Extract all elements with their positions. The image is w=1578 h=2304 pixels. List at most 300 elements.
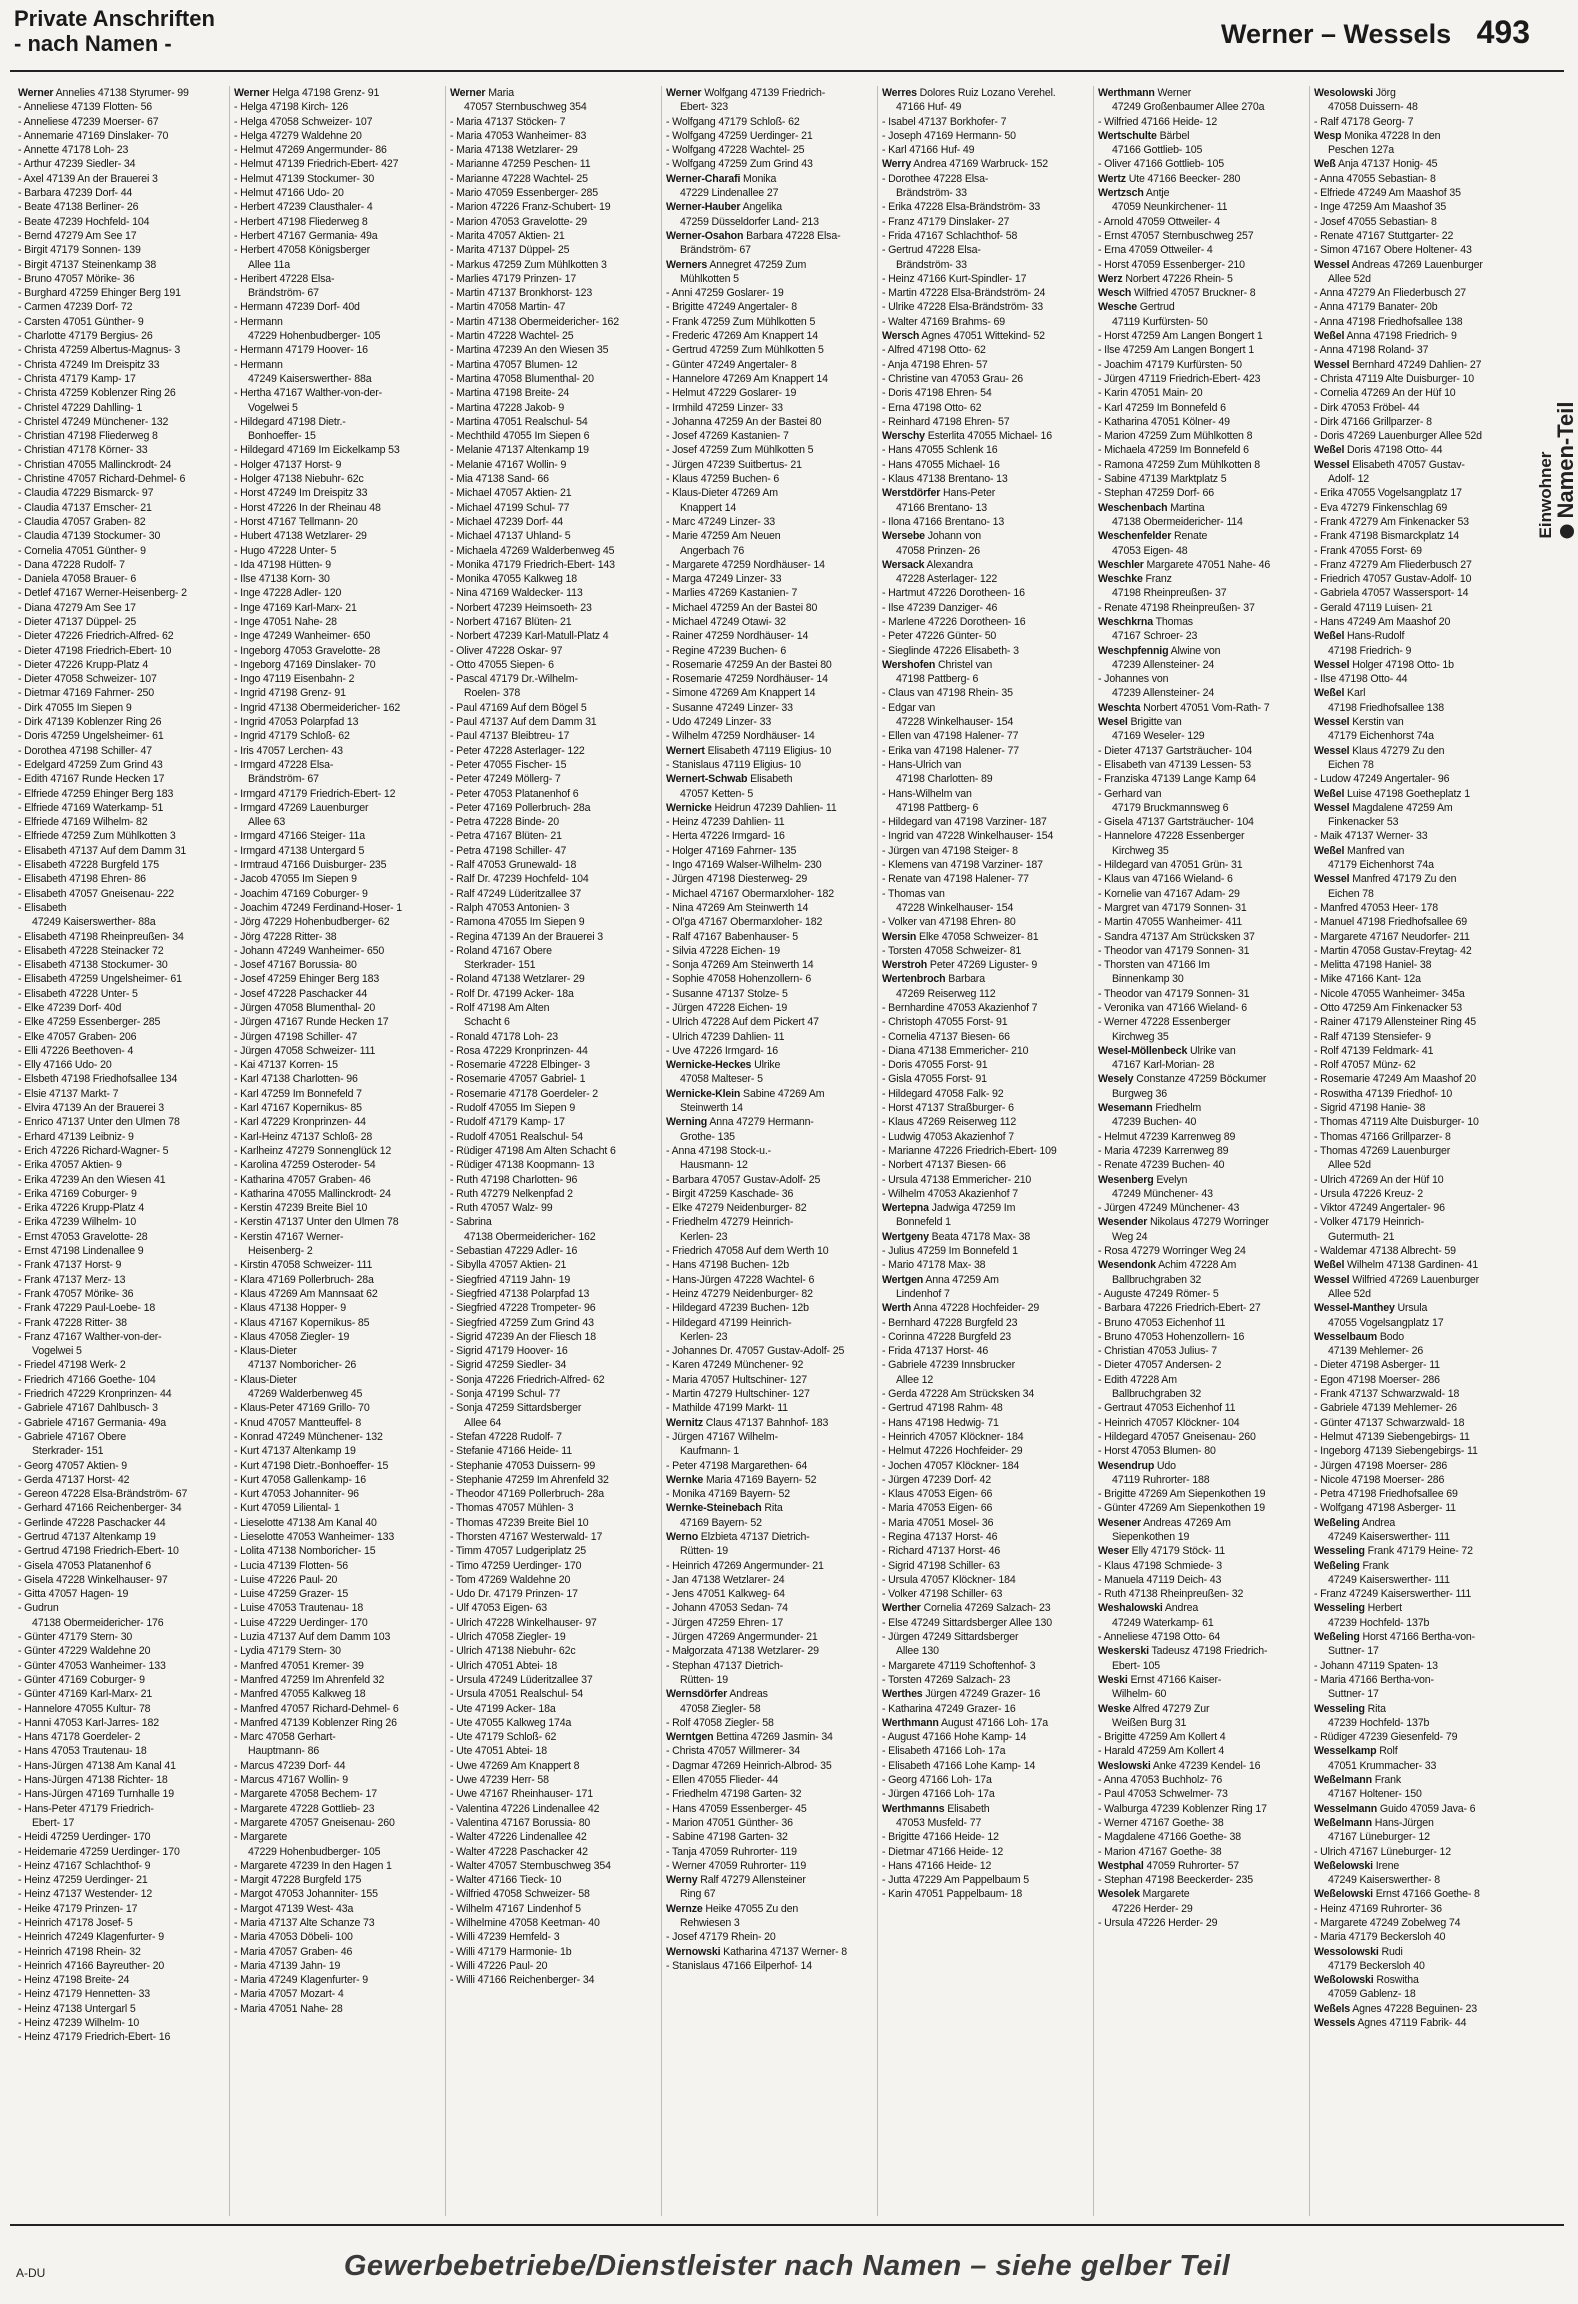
directory-entry: - Lolita 47138 Nomboricher- 15 bbox=[234, 1545, 376, 1558]
directory-entry: - Margarete 47167 Neudorfer- 211 bbox=[1314, 930, 1470, 943]
directory-entry: Werres Dolores Ruiz Lozano Verehel. bbox=[882, 87, 1056, 99]
directory-entry: - Maria 47057 Hultschiner- 127 bbox=[666, 1373, 807, 1386]
page-range-header bbox=[1221, 14, 1530, 51]
directory-entry: - Herbert 47058 Königsberger bbox=[234, 244, 370, 257]
directory-entry: - Horst 47226 In der Rheinau 48 bbox=[234, 501, 381, 514]
directory-entry: - Monika 47179 Friedrich-Ebert- 143 bbox=[450, 558, 615, 571]
directory-entry: Wessel Wilfried 47269 Lauenburger bbox=[1314, 1273, 1480, 1286]
directory-entry: - Ute 47051 Abtei- 18 bbox=[450, 1745, 547, 1758]
directory-entry: - Otto 47055 Siepen- 6 bbox=[450, 658, 554, 671]
directory-entry: - Werner 47059 Ruhrorter- 119 bbox=[666, 1859, 807, 1872]
directory-entry: - Ralf 47053 Grunewald- 18 bbox=[450, 859, 577, 872]
directory-entry: - Petra 47228 Binde- 20 bbox=[450, 816, 560, 829]
directory-entry: Wertschulte Bärbel bbox=[1098, 129, 1190, 142]
directory-entry: - Kurt 47058 Gallenkamp- 16 bbox=[234, 1473, 366, 1486]
directory-entry: Peschen 127a bbox=[1328, 144, 1394, 157]
directory-entry: - Jörg 47229 Hohenbudberger- 62 bbox=[234, 916, 390, 929]
directory-entry: Weser Elly 47179 Stöck- 11 bbox=[1098, 1545, 1226, 1558]
directory-entry: - Margarete 47249 Zobelweg 74 bbox=[1314, 1917, 1461, 1929]
directory-entry: - Helga 47058 Schweizer- 107 bbox=[234, 115, 373, 128]
directory-entry: - Hans 47055 Schlenk 16 bbox=[882, 444, 998, 457]
directory-entry: - Franz 47179 Dinslaker- 27 bbox=[882, 215, 1010, 228]
directory-entry: - Ursula 47226 Herder- 29 bbox=[1098, 1917, 1218, 1929]
directory-entry: Weßelowski Irene bbox=[1314, 1859, 1400, 1872]
directory-entry: - Horst 47053 Blumen- 80 bbox=[1098, 1445, 1216, 1458]
directory-entry: - Heinz 47239 Wilhelm- 10 bbox=[18, 2017, 140, 2030]
directory-entry: - Maria 47179 Beckersloh 40 bbox=[1314, 1931, 1446, 1944]
directory-entry: - Kurt 47137 Altenkamp 19 bbox=[234, 1445, 356, 1458]
directory-entry: - Luise 47053 Trautenau- 18 bbox=[234, 1602, 364, 1615]
directory-entry: - Bernhard 47228 Burgfeld 23 bbox=[882, 1316, 1018, 1329]
directory-entry: - Iris 47057 Lerchen- 43 bbox=[234, 744, 343, 757]
directory-entry: - Josef 47055 Sebastian- 8 bbox=[1314, 215, 1437, 228]
directory-entry: Wertz Ute 47166 Beecker- 280 bbox=[1098, 172, 1241, 185]
directory-entry: - Bernhardine 47053 Akazienhof 7 bbox=[882, 1002, 1038, 1014]
directory-entry: Weslowski Anke 47239 Kendel- 16 bbox=[1098, 1759, 1261, 1772]
directory-entry: Wesseling Frank 47179 Heine- 72 bbox=[1314, 1545, 1473, 1558]
directory-entry: - Frank 47259 Zum Mühlkotten 5 bbox=[666, 315, 816, 328]
directory-entry: - Heinz 47179 Friedrich-Ebert- 16 bbox=[18, 2031, 171, 2044]
directory-entry: - Marita 47057 Aktien- 21 bbox=[450, 229, 565, 242]
directory-entry: Wersch Agnes 47051 Wittekind- 52 bbox=[882, 330, 1045, 343]
directory-entry: Weßels Agnes 47228 Beguinen- 23 bbox=[1314, 2002, 1478, 2015]
directory-entry: - Martin 47228 Elsa-Brändström- 24 bbox=[882, 287, 1046, 300]
directory-entry: - Lucia 47139 Flotten- 56 bbox=[234, 1559, 349, 1572]
directory-entry: - Sabine 47139 Marktplatz 5 bbox=[1098, 473, 1227, 486]
directory-entry: - Inge 47169 Karl-Marx- 21 bbox=[234, 601, 357, 614]
directory-entry: - Jürgen 47239 Dorf- 42 bbox=[882, 1473, 992, 1486]
directory-entry: Wessel Andreas 47269 Lauenburger bbox=[1314, 258, 1483, 271]
directory-entry: - Wilhelm 47053 Akazienhof 7 bbox=[882, 1187, 1018, 1200]
directory-entry: 47119 Ruhrorter- 188 bbox=[1112, 1473, 1210, 1486]
directory-entry: - Sandra 47137 Am Strücksken 37 bbox=[1098, 930, 1255, 943]
directory-entry: 47059 Neunkirchener- 11 bbox=[1112, 201, 1228, 214]
directory-entry: - Renate 47198 Rheinpreußen- 37 bbox=[1098, 601, 1255, 614]
directory-entry: - Hans-Jürgen 47138 Richter- 18 bbox=[18, 1774, 168, 1787]
directory-entry: Wernze Heike 47055 Zu den bbox=[666, 1902, 799, 1915]
directory-entry: - Erich 47226 Richard-Wagner- 5 bbox=[18, 1144, 169, 1157]
directory-entry: Weßel Anna 47198 Friedrich- 9 bbox=[1314, 330, 1457, 343]
directory-entry: - Theodor van 47179 Sonnen- 31 bbox=[1098, 987, 1250, 1000]
directory-entry: - Ingo 47119 Eisenbahn- 2 bbox=[234, 673, 355, 686]
directory-entry: - Hermann 47239 Dorf- 40d bbox=[234, 301, 360, 314]
directory-entry: - Stefan 47228 Rudolf- 7 bbox=[450, 1430, 562, 1443]
directory-entry: - Frank 47228 Ritter- 38 bbox=[18, 1316, 127, 1329]
directory-entry: - Rosemarie 47178 Goerdeler- 2 bbox=[450, 1087, 599, 1100]
directory-entry: Weßeling Frank bbox=[1314, 1559, 1389, 1572]
directory-entry: Wernicke-Klein Sabine 47269 Am bbox=[666, 1087, 825, 1100]
directory-column bbox=[14, 86, 230, 2216]
directory-entry: - Ol'ga 47167 Obermarxloher- 182 bbox=[666, 916, 823, 929]
directory-entry: - Bruno 47057 Mörike- 36 bbox=[18, 272, 135, 285]
directory-entry: Werstdörfer Hans-Peter bbox=[882, 487, 996, 500]
directory-entry: - Friedrich 47057 Gustav-Adolf- 10 bbox=[1314, 573, 1472, 586]
directory-entry: Wertgen Anna 47259 Am bbox=[882, 1273, 999, 1286]
directory-entry: - Hans 47055 Michael- 16 bbox=[882, 458, 1000, 471]
directory-entry: - Thomas 47239 Breite Biel 10 bbox=[450, 1516, 589, 1529]
directory-entry: 47239 Allensteiner- 24 bbox=[1112, 687, 1215, 700]
directory-entry: - Maria 47166 Bertha-von- bbox=[1314, 1673, 1434, 1686]
directory-entry: - Frank 47137 Merz- 13 bbox=[18, 1273, 126, 1286]
directory-entry: - Kerstin 47137 Unter den Ulmen 78 bbox=[234, 1216, 399, 1229]
directory-entry: Wershofen Christel van bbox=[882, 658, 993, 671]
directory-entry: Allee 52d bbox=[1328, 272, 1371, 285]
directory-entry: - Petra 47198 Schiller- 47 bbox=[450, 844, 567, 857]
directory-entry: - Margarete 47058 Bechem- 17 bbox=[234, 1788, 378, 1801]
directory-entry: Brändström- 67 bbox=[248, 773, 319, 786]
directory-entry: Schacht 6 bbox=[464, 1016, 510, 1029]
directory-entry: - Hans 47178 Goerdeler- 2 bbox=[18, 1731, 141, 1744]
directory-entry: 47239 Allensteiner- 24 bbox=[1112, 658, 1215, 671]
directory-entry: Werner Helga 47198 Grenz- 91 bbox=[234, 87, 380, 99]
directory-entry: - Ingo 47169 Walser-Wilhelm- 230 bbox=[666, 859, 822, 872]
directory-entry: Werz Norbert 47226 Rhein- 5 bbox=[1098, 272, 1233, 285]
directory-entry: - Gerlinde 47228 Paschacker 44 bbox=[18, 1516, 166, 1529]
directory-entry: - Dirk 47166 Grillparzer- 8 bbox=[1314, 415, 1432, 428]
directory-entry: - Marlies 47269 Kastanien- 7 bbox=[666, 587, 798, 600]
directory-entry: - Torsten 47058 Schweizer- 81 bbox=[882, 944, 1022, 957]
directory-entry: Wesel-Möllenbeck Ulrike van bbox=[1098, 1044, 1236, 1057]
directory-entry: - Julius 47259 Im Bonnefeld 1 bbox=[882, 1245, 1018, 1258]
directory-entry: - Martin 47058 Martin- 47 bbox=[450, 301, 566, 314]
directory-entry: - Jürgen 47198 Moerser- 286 bbox=[1314, 1459, 1448, 1472]
directory-entry: - Ilse 47259 Am Langen Bongert 1 bbox=[1098, 344, 1254, 357]
section-title bbox=[14, 6, 215, 56]
directory-entry: - Maria 47053 Döbeli- 100 bbox=[234, 1931, 353, 1944]
directory-entry: - Katharina 47249 Grazer- 16 bbox=[882, 1702, 1016, 1715]
directory-entry: - Nina 47169 Waldecker- 113 bbox=[450, 587, 583, 600]
directory-entry: - Annemarie 47169 Dinslaker- 70 bbox=[18, 129, 169, 142]
directory-entry: - Siegfried 47119 Jahn- 19 bbox=[450, 1273, 571, 1286]
directory-entry: 47269 Walderbenweg 45 bbox=[248, 1388, 363, 1401]
directory-entry: - Theodor van 47179 Sonnen- 31 bbox=[1098, 944, 1250, 957]
directory-entry: - Auguste 47249 Römer- 5 bbox=[1098, 1287, 1219, 1300]
directory-entry: Ballbruchgraben 32 bbox=[1112, 1273, 1202, 1286]
directory-entry: Wesche Gertrud bbox=[1098, 301, 1175, 314]
directory-entry: Wernicke Heidrun 47239 Dahlien- 11 bbox=[666, 801, 837, 814]
directory-entry: - Heinrich 47057 Klöckner- 184 bbox=[882, 1430, 1024, 1443]
directory-entry: - Irmgard 47138 Untergard 5 bbox=[234, 844, 365, 857]
directory-entry: - Magdalene 47166 Goethe- 38 bbox=[1098, 1831, 1242, 1844]
directory-entry: - Ulrike 47228 Elsa-Brändström- 33 bbox=[882, 301, 1043, 314]
directory-entry: - Karl-Heinz 47137 Schloß- 28 bbox=[234, 1130, 373, 1143]
directory-entry: - Sophie 47058 Hohenzollern- 6 bbox=[666, 973, 812, 986]
directory-entry: Wesenberg Evelyn bbox=[1098, 1173, 1188, 1186]
directory-entry: Weßeling Andrea bbox=[1314, 1516, 1396, 1529]
directory-entry: Weß Anja 47137 Honig- 45 bbox=[1314, 158, 1438, 171]
directory-entry: - Bernd 47279 Am See 17 bbox=[18, 229, 137, 242]
directory-entry: - Friedhelm 47279 Heinrich- bbox=[666, 1216, 794, 1229]
directory-entry: - Holger 47137 Horst- 9 bbox=[234, 458, 342, 471]
directory-entry: 47249 Waterkamp- 61 bbox=[1112, 1616, 1214, 1629]
directory-entry: - Nicole 47055 Wanheimer- 345a bbox=[1314, 987, 1465, 1000]
directory-entry: - Beate 47138 Berliner- 26 bbox=[18, 201, 139, 214]
directory-entry: - Maria 47138 Wetzlarer- 29 bbox=[450, 144, 578, 157]
directory-entry: - Renate 47167 Stuttgarter- 22 bbox=[1314, 229, 1454, 242]
directory-entry: - Ingeborg 47053 Gravelotte- 28 bbox=[234, 644, 381, 657]
directory-entry: - Ingeborg 47169 Dinslaker- 70 bbox=[234, 658, 376, 671]
directory-entry: - Margit 47228 Burgfeld 175 bbox=[234, 1874, 362, 1887]
directory-entry: Wertenbroch Barbara bbox=[882, 973, 985, 986]
directory-entry: - Gabriele 47167 Obere bbox=[18, 1430, 127, 1443]
directory-entry: - Sigrid 47198 Hanie- 38 bbox=[1314, 1102, 1426, 1115]
directory-entry: - Pascal 47179 Dr.-Wilhelm- bbox=[450, 673, 578, 686]
directory-entry: - Maria 47051 Mosel- 36 bbox=[882, 1516, 994, 1529]
directory-entry: - Michael 47249 Otawi- 32 bbox=[666, 615, 786, 628]
directory-entry: - Gabriele 47139 Mehlemer- 26 bbox=[1314, 1402, 1457, 1415]
directory-entry: - Elisabeth 47057 Gneisenau- 222 bbox=[18, 887, 174, 900]
directory-entry: - Inge 47249 Wanheimer- 650 bbox=[234, 630, 371, 643]
directory-entry: 47269 Reiserweg 112 bbox=[896, 987, 996, 1000]
directory-entry: - Marita 47137 Düppel- 25 bbox=[450, 244, 570, 257]
directory-entry: - Gisela 47228 Winkelhauser- 97 bbox=[18, 1573, 168, 1586]
directory-entry: Weßel Manfred van bbox=[1314, 844, 1405, 857]
directory-entry: - Christel 47249 Münchener- 132 bbox=[18, 415, 169, 428]
directory-entry: - Enrico 47137 Unter den Ulmen 78 bbox=[18, 1116, 180, 1129]
directory-entry: Brändström- 67 bbox=[680, 244, 751, 257]
directory-entry: - Margarete bbox=[234, 1831, 288, 1844]
directory-entry: - Frank 47198 Bismarckplatz 14 bbox=[1314, 530, 1460, 543]
directory-entry: - Hans 47053 Trautenau- 18 bbox=[18, 1745, 147, 1758]
directory-entry: - Anja 47198 Ehren- 57 bbox=[882, 358, 988, 371]
directory-entry: 47229 Hohenbudberger- 105 bbox=[248, 330, 381, 343]
directory-entry: - Rosa 47279 Worringer Weg 24 bbox=[1098, 1245, 1246, 1258]
directory-entry: - Ida 47198 Hütten- 9 bbox=[234, 558, 331, 571]
directory-entry: Werthes Jürgen 47249 Grazer- 16 bbox=[882, 1688, 1041, 1701]
directory-entry: Wernowski Katharina 47137 Werner- 8 bbox=[666, 1945, 848, 1958]
directory-entry: 47228 Asterlager- 122 bbox=[896, 573, 998, 586]
directory-entry: - Rolf Dr. 47199 Acker- 18a bbox=[450, 987, 574, 1000]
directory-entry: - Frank 47137 Horst- 9 bbox=[18, 1259, 122, 1272]
directory-entry: - Katharina 47055 Mallinckrodt- 24 bbox=[234, 1187, 391, 1200]
directory-entry: 47239 Hochfeld- 137b bbox=[1328, 1716, 1430, 1729]
directory-entry: - Kerstin 47167 Werner- bbox=[234, 1230, 344, 1243]
directory-entry: - Dirk 47055 Im Siepen 9 bbox=[18, 701, 132, 714]
directory-entry: Werntgen Bettina 47269 Jasmin- 34 bbox=[666, 1731, 833, 1744]
directory-entry: - Ulrich 47228 Auf dem Pickert 47 bbox=[666, 1016, 819, 1029]
directory-entry: - Johann 47053 Sedan- 74 bbox=[666, 1602, 788, 1615]
name-range: Werner – Wessels bbox=[1220, 19, 1452, 49]
directory-entry: - Frederic 47269 Am Knappert 14 bbox=[666, 330, 818, 343]
directory-entry: - Michael 47259 An der Bastei 80 bbox=[666, 601, 818, 614]
directory-entry: - Ingrid 47053 Polarpfad 13 bbox=[234, 716, 359, 729]
directory-entry: - Brigitte 47269 Am Siepenkothen 19 bbox=[1098, 1488, 1266, 1501]
directory-entry: - Monika 47055 Kalkweg 18 bbox=[450, 573, 577, 586]
directory-entry: - Karolina 47259 Osteroder- 54 bbox=[234, 1159, 376, 1172]
directory-entry: Werno Elzbieta 47137 Dietrich- bbox=[666, 1530, 810, 1543]
directory-entry: 47166 Gottlieb- 105 bbox=[1112, 144, 1203, 157]
directory-entry: - Lieselotte 47138 Am Kanal 40 bbox=[234, 1516, 377, 1529]
directory-entry: - Elli 47226 Beethoven- 4 bbox=[18, 1044, 134, 1057]
directory-entry: - Gerhard van bbox=[1098, 787, 1162, 800]
directory-entry: Weißen Burg 31 bbox=[1112, 1716, 1187, 1729]
directory-entry: Gutermuth- 21 bbox=[1328, 1230, 1395, 1243]
directory-entry: Binnenkamp 30 bbox=[1112, 973, 1184, 986]
directory-entry: - Heinrich 47178 Josef- 5 bbox=[18, 1917, 133, 1929]
directory-entry: 47167 Lüneburger- 12 bbox=[1328, 1831, 1430, 1844]
directory-entry: - Gertrud 47137 Altenkamp 19 bbox=[18, 1530, 156, 1543]
directory-entry: - Claudia 47137 Emscher- 21 bbox=[18, 501, 152, 514]
directory-entry: - Claudia 47139 Stockumer- 30 bbox=[18, 530, 161, 543]
section-title-line2: - nach Namen - bbox=[14, 31, 172, 56]
directory-entry: - Ursula 47057 Klöckner- 184 bbox=[882, 1573, 1016, 1586]
directory-entry: - Ellen 47055 Flieder- 44 bbox=[666, 1774, 779, 1787]
directory-entry: 47198 Charlotten- 89 bbox=[896, 773, 993, 786]
directory-entry: - Willi 47179 Harmonie- 1b bbox=[450, 1945, 572, 1958]
directory-entry: - Manfred 47057 Richard-Dehmel- 6 bbox=[234, 1702, 399, 1715]
directory-entry: - Doris 47198 Ehren- 54 bbox=[882, 387, 992, 400]
directory-entry: - Jürgen 47249 Sittardsberger bbox=[882, 1631, 1019, 1644]
directory-column bbox=[878, 86, 1094, 2216]
directory-entry: - Michaela 47269 Walderbenweg 45 bbox=[450, 544, 615, 557]
directory-entry: - Friedrich 47229 Kronprinzen- 44 bbox=[18, 1388, 172, 1401]
directory-entry: - Ulrich 47228 Winkelhauser- 97 bbox=[450, 1616, 597, 1629]
directory-entry: - Josef 47269 Kastanien- 7 bbox=[666, 430, 789, 443]
directory-entry: Ebert- 323 bbox=[680, 101, 728, 114]
directory-entry: - Erna 47198 Otto- 62 bbox=[882, 401, 982, 414]
directory-entry: 47166 Brentano- 13 bbox=[896, 501, 987, 514]
directory-entry: - Margarete 47239 In den Hagen 1 bbox=[234, 1859, 392, 1872]
directory-entry: - Ilse 47198 Otto- 44 bbox=[1314, 673, 1408, 686]
directory-entry: - Elisabeth 47166 Lohe Kamp- 14 bbox=[882, 1759, 1036, 1772]
directory-entry: - Brigitte 47259 Am Kollert 4 bbox=[1098, 1731, 1226, 1744]
directory-entry: Wessel Holger 47198 Otto- 1b bbox=[1314, 658, 1454, 671]
directory-entry: - Klaus-Dieter 47269 Am bbox=[666, 487, 778, 500]
directory-entry: Hauptmann- 86 bbox=[248, 1745, 320, 1758]
directory-entry: - Christine van 47053 Grau- 26 bbox=[882, 372, 1023, 385]
directory-entry: - Heribert 47228 Elsa- bbox=[234, 272, 335, 285]
directory-entry: - Frank 47057 Mörike- 36 bbox=[18, 1287, 134, 1300]
directory-column bbox=[1094, 86, 1310, 2216]
side-tab-line1: Einwohner bbox=[1536, 451, 1555, 539]
directory-entry: - Heinrich 47166 Bayreuther- 20 bbox=[18, 1959, 165, 1972]
directory-entry: - Martin 47138 Obermeidericher- 162 bbox=[450, 315, 620, 328]
directory-entry: - Erhard 47139 Leibniz- 9 bbox=[18, 1130, 134, 1143]
directory-entry: - Irmgard 47228 Elsa- bbox=[234, 758, 334, 771]
directory-entry: - Brigitte 47166 Heide- 12 bbox=[882, 1831, 999, 1844]
directory-entry: - Sabine 47198 Garten- 32 bbox=[666, 1831, 788, 1844]
directory-entry: - Jürgen 47228 Eichen- 19 bbox=[666, 1002, 788, 1014]
directory-entry: - Dietmar 47166 Heide- 12 bbox=[882, 1845, 1004, 1858]
directory-entry: Bonnefeld 1 bbox=[896, 1216, 951, 1229]
directory-entry: - Horst 47249 Im Dreispitz 33 bbox=[234, 487, 368, 500]
directory-entry: - Christa 47259 Albertus-Magnus- 3 bbox=[18, 344, 181, 357]
directory-column bbox=[446, 86, 662, 2216]
directory-entry: 47259 Düsseldorfer Land- 213 bbox=[680, 215, 819, 228]
directory-entry: - Dorothea 47198 Schiller- 47 bbox=[18, 744, 153, 757]
directory-entry: - Karlheinz 47279 Sonnenglück 12 bbox=[234, 1144, 392, 1157]
directory-entry: - Ruth 47279 Nelkenpfad 2 bbox=[450, 1187, 573, 1200]
directory-entry: - Ulf 47053 Eigen- 63 bbox=[450, 1602, 547, 1615]
directory-entry: - Mario 47178 Max- 38 bbox=[882, 1259, 986, 1272]
directory-entry: - Hildegard van 47051 Grün- 31 bbox=[1098, 859, 1243, 872]
directory-entry: Wesely Constanze 47259 Böckumer bbox=[1098, 1073, 1267, 1086]
directory-entry: - Dirk 47053 Fröbel- 44 bbox=[1314, 401, 1420, 414]
directory-entry: 47167 Karl-Morian- 28 bbox=[1112, 1059, 1215, 1072]
directory-entry: - Franz 47167 Walther-von-der- bbox=[18, 1330, 162, 1343]
directory-entry: Wesselmann Guido 47059 Java- 6 bbox=[1314, 1802, 1476, 1815]
directory-entry: - Marc 47249 Linzer- 33 bbox=[666, 515, 776, 528]
directory-entry: - Hermann bbox=[234, 315, 283, 328]
directory-entry: - Rosa 47229 Kronprinzen- 44 bbox=[450, 1044, 588, 1057]
directory-entry: - Manfred 47259 Im Ahrenfeld 32 bbox=[234, 1673, 385, 1686]
directory-entry: - Gertrud 47259 Zum Mühlkotten 5 bbox=[666, 344, 824, 357]
directory-entry: - Inge 47259 Am Maashof 35 bbox=[1314, 201, 1447, 214]
directory-entry: - Karl 47138 Charlotten- 96 bbox=[234, 1073, 358, 1086]
directory-entry: - Manfred 47051 Kremer- 39 bbox=[234, 1659, 364, 1672]
directory-entry: Brändström- 67 bbox=[248, 287, 319, 300]
directory-entry: - Wolfgang 47228 Wachtel- 25 bbox=[666, 144, 805, 157]
directory-entry: - Volker 47179 Heinrich- bbox=[1314, 1216, 1425, 1229]
directory-entry: - Holger 47138 Niebuhr- 62c bbox=[234, 473, 364, 486]
directory-entry: - Jürgen 47058 Blumenthal- 20 bbox=[234, 1002, 376, 1014]
directory-entry: - Kirstin 47058 Schweizer- 111 bbox=[234, 1259, 373, 1272]
directory-entry: - Karl 47259 Im Bonnefeld 6 bbox=[1098, 401, 1226, 414]
directory-entry: - Ronald 47178 Loh- 23 bbox=[450, 1030, 559, 1043]
directory-entry: - Elke 47239 Dorf- 40d bbox=[18, 1002, 122, 1014]
directory-entry: Wernicke-Heckes Ulrike bbox=[666, 1059, 781, 1072]
directory-entry: - Martin 47137 Bronkhorst- 123 bbox=[450, 287, 593, 300]
directory-entry: - Gerda 47228 Am Strücksken 34 bbox=[882, 1388, 1035, 1401]
directory-entry: - Jutta 47229 Am Pappelbaum 5 bbox=[882, 1874, 1030, 1887]
directory-entry: Siepenkothen 19 bbox=[1112, 1530, 1190, 1543]
directory-entry: 47239 Buchen- 40 bbox=[1112, 1116, 1197, 1129]
directory-entry: - Cornelia 47269 An der Hüf 10 bbox=[1314, 387, 1456, 400]
directory-entry: - Petra 47167 Blüten- 21 bbox=[450, 830, 562, 843]
directory-entry: 47198 Friedhofsallee 138 bbox=[1328, 701, 1444, 714]
directory-entry: - Marga 47249 Linzer- 33 bbox=[666, 573, 782, 586]
directory-entry: - Dietmar 47169 Fahrner- 250 bbox=[18, 687, 154, 700]
directory-entry: - Ingrid 47179 Schloß- 62 bbox=[234, 730, 350, 743]
directory-entry: - Melanie 47167 Wollin- 9 bbox=[450, 458, 567, 471]
directory-entry: Wesendrup Udo bbox=[1098, 1459, 1176, 1472]
directory-entry: - Margarete 47119 Schoftenhof- 3 bbox=[882, 1659, 1036, 1672]
directory-entry: - Jürgen 47119 Friedrich-Ebert- 423 bbox=[1098, 372, 1261, 385]
directory-entry: - Sonja 47269 Am Steinwerth 14 bbox=[666, 959, 814, 972]
directory-entry: - Udo 47249 Linzer- 33 bbox=[666, 716, 772, 729]
directory-entry: - Luise 47226 Paul- 20 bbox=[234, 1573, 338, 1586]
directory-entry: Werry Andrea 47169 Warbruck- 152 bbox=[882, 158, 1048, 171]
directory-entry: 47166 Huf- 49 bbox=[896, 101, 962, 114]
directory-entry: - Ulrich 47138 Niebuhr- 62c bbox=[450, 1645, 576, 1658]
directory-entry: - Luise 47259 Grazer- 15 bbox=[234, 1588, 349, 1601]
directory-entry: - Michael 47137 Uhland- 5 bbox=[450, 530, 571, 543]
directory-entry: - Friedel 47198 Werk- 2 bbox=[18, 1359, 126, 1372]
directory-entry: 47249 Kaiserswerther- 88a bbox=[248, 372, 372, 385]
directory-entry: - Ellen van 47198 Halener- 77 bbox=[882, 730, 1019, 743]
directory-entry: - Siegfried 47228 Trompeter- 96 bbox=[450, 1302, 596, 1315]
directory-entry: - Frank 47137 Schwarzwald- 18 bbox=[1314, 1388, 1460, 1401]
directory-entry: Werners Annegret 47259 Zum bbox=[666, 258, 807, 271]
directory-entry: - Jürgen 47166 Loh- 17a bbox=[882, 1788, 995, 1801]
directory-column bbox=[230, 86, 446, 2216]
directory-entry: Wersack Alexandra bbox=[882, 558, 973, 571]
directory-entry: - Jörg 47228 Ritter- 38 bbox=[234, 930, 337, 943]
directory-entry: - Elke 47279 Neidenburger- 82 bbox=[666, 1202, 807, 1215]
directory-entry: Weschkrna Thomas bbox=[1098, 615, 1193, 628]
directory-entry: - Axel 47139 An der Brauerei 3 bbox=[18, 172, 158, 185]
directory-entry: - Arnold 47059 Ottweiler- 4 bbox=[1098, 215, 1220, 228]
directory-entry: - Carsten 47051 Günther- 9 bbox=[18, 315, 144, 328]
directory-entry: - Richard 47137 Horst- 46 bbox=[882, 1545, 1001, 1558]
directory-entry: - Manuela 47119 Deich- 43 bbox=[1098, 1573, 1222, 1586]
directory-entry: Wessel Kerstin van bbox=[1314, 716, 1404, 729]
directory-entry: - Anneliese 47239 Moerser- 67 bbox=[18, 115, 159, 128]
directory-entry: - Ursula 47138 Emmericher- 210 bbox=[882, 1173, 1032, 1186]
directory-entry: - Georg 47057 Aktien- 9 bbox=[18, 1459, 128, 1472]
directory-entry: Eichen 78 bbox=[1328, 887, 1374, 900]
directory-entry: 47167 Schroer- 23 bbox=[1112, 630, 1198, 643]
